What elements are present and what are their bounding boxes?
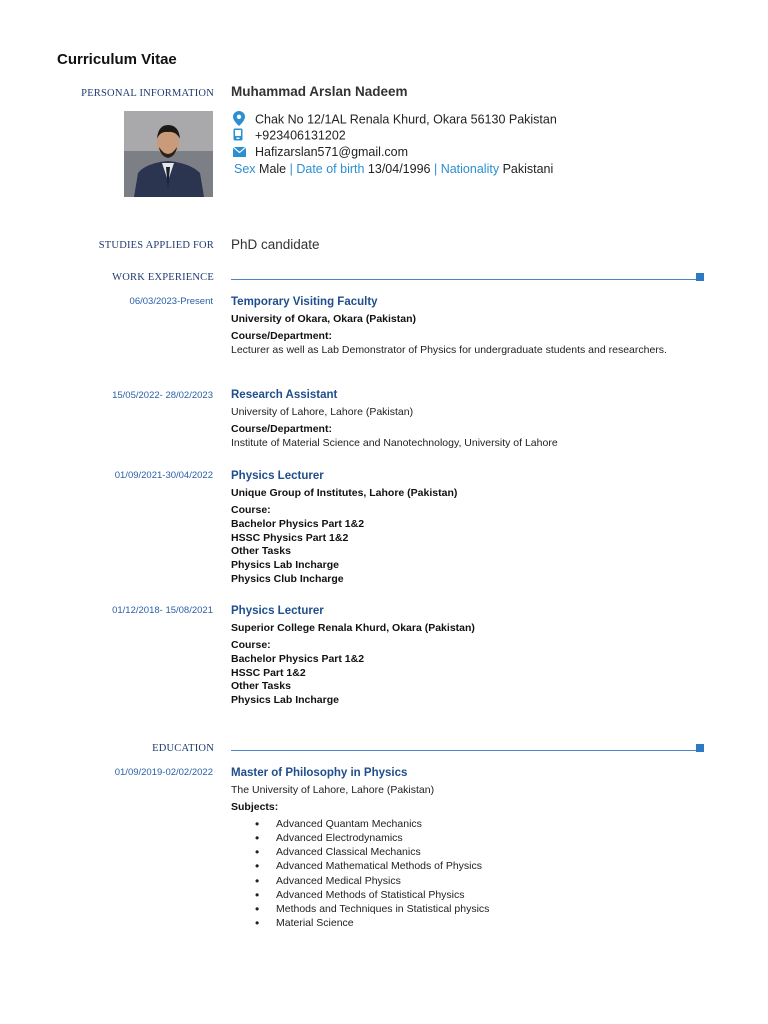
- section-divider: [231, 279, 696, 280]
- phone-icon: [233, 128, 247, 144]
- applicant-name: Muhammad Arslan Nadeem: [231, 84, 408, 99]
- work-entry: [231, 605, 701, 708]
- work-date: 15/05/2022- 28/02/2023: [112, 390, 213, 401]
- document-title: Curriculum Vitae: [57, 51, 177, 68]
- list-item: • Material Science: [276, 916, 701, 930]
- work-entry: [231, 470, 701, 587]
- other-tasks-label: Other Tasks: [231, 545, 291, 558]
- list-item: • Methods and Techniques in Statistical physics: [276, 902, 701, 916]
- job-title: Physics Lecturer: [231, 470, 324, 482]
- task-item: Physics Club Incharge: [231, 572, 344, 585]
- course-label: Course:: [231, 504, 271, 516]
- work-entry: [231, 389, 701, 451]
- course-detail: Lecturer as well as Lab Demonstrator of Physics for undergraduate students and researchers.: [231, 343, 667, 356]
- subjects-label: Subjects:: [231, 801, 279, 813]
- sex-value: Male: [259, 162, 287, 176]
- degree-title: Master of Philosophy in Physics: [231, 767, 408, 779]
- work-entry: [231, 296, 701, 358]
- studies-applied-value: PhD candidate: [231, 237, 320, 252]
- employer: University of Lahore, Lahore (Pakistan): [231, 406, 414, 418]
- separator: |: [289, 162, 293, 176]
- task-item: Physics Lab Incharge: [231, 559, 339, 572]
- list-item: • Advanced Mathematical Methods of Physics: [276, 859, 701, 873]
- task-item: Physics Lab Incharge: [231, 694, 339, 707]
- location-pin-icon: [233, 111, 247, 129]
- list-item: • Advanced Methods of Statistical Physics: [276, 888, 701, 902]
- phone-line: [233, 128, 346, 144]
- section-label-education: EDUCATION: [152, 743, 214, 754]
- education-date: 01/09/2019-02/02/2022: [114, 767, 213, 778]
- work-date: 01/09/2021-30/04/2022: [114, 470, 213, 481]
- list-item: • Advanced Classical Mechanics: [276, 845, 701, 859]
- course-item: HSSC Physics Part 1&2: [231, 531, 349, 544]
- other-tasks-label: Other Tasks: [231, 680, 291, 693]
- email-line: [233, 145, 408, 160]
- phone-text[interactable]: +923406131202: [255, 128, 346, 143]
- section-label-studies: STUDIES APPLIED FOR: [98, 240, 214, 251]
- course-item: Bachelor Physics Part 1&2: [231, 652, 365, 665]
- course-label: Course/Department:: [231, 330, 332, 342]
- personal-details-line: [234, 162, 553, 176]
- dob-value: 13/04/1996: [367, 162, 431, 176]
- employer: Unique Group of Institutes, Lahore (Pakistan): [231, 487, 458, 499]
- section-label-work: WORK EXPERIENCE: [112, 272, 214, 283]
- nationality-label: Nationality: [440, 162, 500, 176]
- institution: The University of Lahore, Lahore (Pakistan): [231, 784, 435, 796]
- course-item: Bachelor Physics Part 1&2: [231, 517, 365, 530]
- section-label-personal: PERSONAL INFORMATION: [81, 88, 214, 99]
- work-date: 06/03/2023-Present: [129, 296, 213, 307]
- subjects-list: [231, 817, 701, 931]
- address-text: Chak No 12/1AL Renala Khurd, Okara 56130 Pakistan: [255, 112, 557, 127]
- work-date: 01/12/2018- 15/08/2021: [112, 605, 213, 616]
- list-item: • Advanced Medical Physics: [276, 874, 701, 888]
- course-label: Course/Department:: [231, 423, 332, 435]
- list-item: • Advanced Quantam Mechanics: [276, 817, 701, 831]
- job-title: Research Assistant: [231, 389, 338, 401]
- job-title: Temporary Visiting Faculty: [231, 296, 378, 308]
- education-entry: [231, 767, 701, 930]
- address-line: [233, 111, 557, 129]
- profile-photo: [124, 111, 213, 197]
- course-detail: Institute of Material Science and Nanotechnology, University of Lahore: [231, 436, 558, 449]
- separator: |: [433, 162, 438, 176]
- section-divider: [231, 750, 696, 751]
- section-divider-marker: [696, 273, 704, 281]
- course-label: Course:: [231, 639, 271, 651]
- course-item: HSSC Part 1&2: [231, 666, 306, 679]
- email-text[interactable]: Hafizarslan571@gmail.com: [255, 145, 409, 159]
- section-divider-marker: [696, 744, 704, 752]
- envelope-icon: [233, 146, 247, 160]
- job-title: Physics Lecturer: [231, 605, 324, 617]
- sex-label: Sex: [234, 162, 256, 176]
- employer: University of Okara, Okara (Pakistan): [231, 313, 416, 325]
- nationality-value: Pakistani: [502, 162, 554, 176]
- list-item: • Advanced Electrodynamics: [276, 831, 701, 845]
- dob-label: Date of birth: [296, 162, 365, 176]
- employer: Superior College Renala Khurd, Okara (Pakistan): [231, 622, 475, 634]
